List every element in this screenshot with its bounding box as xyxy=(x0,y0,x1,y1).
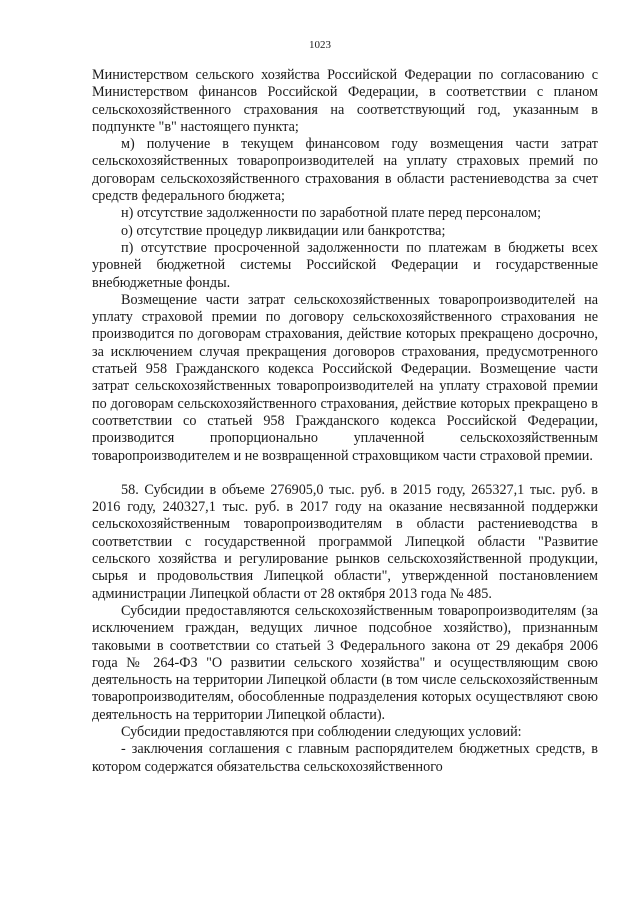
page-number: 1023 xyxy=(309,39,331,51)
paragraph-ministry-agreement: Министерством сельского хозяйства Российской Федерации по согласованию с Министерством финансов Российской Федерации, в соответствии с планом сельскохозяйственного страхования на соответствующий год, указанным в подпункте "в" настоящего пункта; xyxy=(92,67,598,135)
paragraph-agreement-condition: - заключения соглашения с главным распорядителем бюджетных средств, в котором содержатся обязательства сельскохозяйственного xyxy=(92,741,598,775)
document-body xyxy=(92,67,598,776)
paragraph-condition-n: н) отсутствие задолженности по заработной плате перед персоналом; xyxy=(121,205,542,222)
paragraph-subsidy-recipients: Субсидии предоставляются сельскохозяйственным товаропроизводителям (за исключением граждан, ведущих личное подсобное хозяйство), признанным таковыми в соответствии со статьей 3 Федерального закона от 29 декабря 2006 года № 264-ФЗ "О развитии сельского хозяйства" и осуществляющим свою деятельность на территории Липецкой области (в том числе сельскохозяйственным товаропроизводителям, обособленные подразделения которых осуществляют свою деятельность на территории Липецкой области). xyxy=(92,602,598,723)
paragraph-item-58: 58. Субсидии в объеме 276905,0 тыс. руб. в 2015 году, 265327,1 тыс. руб. в 2016 году, 240327,1 тыс. руб. в 2017 году на оказание несвязанной поддержки сельскохозяйственным товаропроизводителям в области растениеводства в соответствии с государственной программой Липецкой области "Развитие сельского хозяйства и регулирование рынков сельскохозяйственной продукции, сырья и продовольствия Липецкой области", утвержденной постановлением администрации Липецкой области от 28 октября 2013 года № 485. xyxy=(92,481,598,602)
paragraph-condition-p: п) отсутствие просроченной задолженности по платежам в бюджеты всех уровней бюджетной системы Российской Федерации и государственные внебюджетные фонды. xyxy=(92,239,598,291)
paragraph-condition-o: о) отсутствие процедур ликвидации или банкротства; xyxy=(121,222,446,239)
paragraph-condition-m: м) получение в текущем финансовом году возмещения части затрат сельскохозяйственных товаропроизводителей на уплату страховых премий по договорам сельскохозяйственного страхования в области растениеводства за счет средств федерального бюджета; xyxy=(92,136,598,205)
paragraph-subsidy-conditions-intro: Субсидии предоставляются при соблюдении следующих условий: xyxy=(121,723,522,740)
paragraph-reimbursement-rules: Возмещение части затрат сельскохозяйственных товаропроизводителей на уплату страховой премии по договору сельскохозяйственного страхования не производится по договорам страхования, действие которых прекращено досрочно, за исключением случая прекращения договоров страхования, предусмотренного статьей 958 Гражданского кодекса Российской Федерации. Возмещение части затрат сельскохозяйственных товаропроизводителей на уплату страховой премии по договорам сельскохозяйственного страхования, действие которых прекращено в соответствии со статьей 958 Гражданского кодекса Российской Федерации, производится пропорционально уплаченной сельскохозяйственным товаропроизводителем и не возвращенной страховщиком части страховой премии. xyxy=(92,291,598,464)
